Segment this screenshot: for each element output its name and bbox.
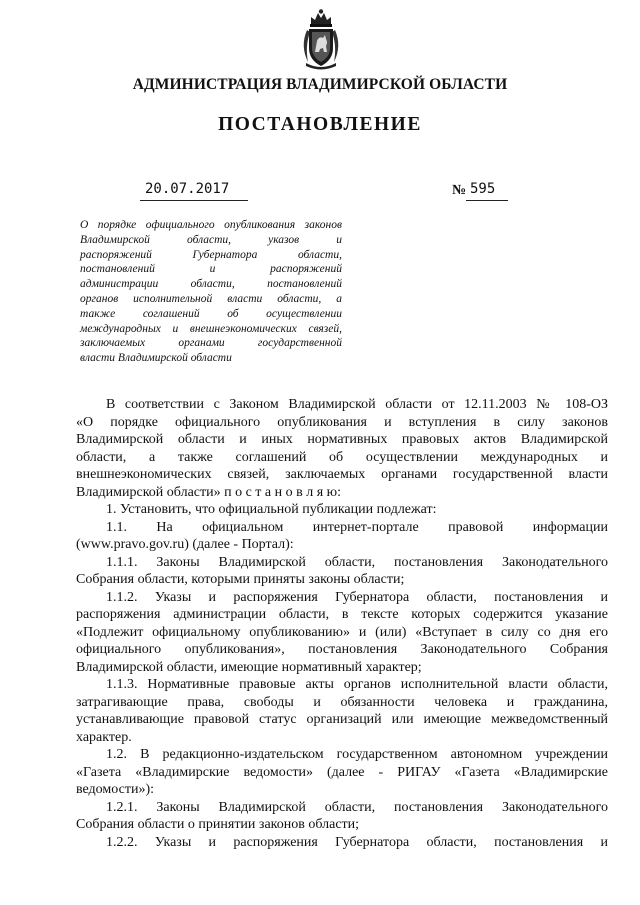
subject-line: органов исполнительной власти области, а (80, 292, 342, 305)
document-subject (80, 218, 342, 366)
subject-line: власти Владимирской области (80, 352, 232, 365)
subject-line: международных и внешнеэкономических связей, (80, 322, 342, 335)
body-line: 1.1.2. Указы и распоряжения Губернатора области, постановления и (106, 589, 608, 605)
coat-of-arms-icon (300, 8, 342, 70)
body-line: Собрания области о принятии законов области; (76, 817, 360, 832)
subject-line: Владимирской области, указов и (80, 233, 342, 246)
subject-line: постановлений и распоряжений (80, 263, 342, 276)
body-line: Владимирской области» п о с т а н о в л я ю: (76, 484, 342, 500)
body-line: 1. Установить, что официальной публикации подлежат: (106, 502, 437, 517)
body-line: Собрания области, которыми приняты законы области; (76, 572, 405, 587)
body-line: «Газета «Владимирские ведомости» (далее - РИГАУ «Газета «Владимирские (76, 764, 608, 780)
body-line: «О порядке официального опубликования и вступления в силу законов (76, 414, 608, 430)
body-line: 1.2. В редакционно-издательском государственном автономном учреждении (106, 747, 608, 762)
body-line: Владимирской области и иных нормативных правовых актов Владимирской (76, 432, 608, 447)
body-line: 1.1. На официальном интернет-портале правовой информации (106, 519, 608, 535)
body-line: «Подлежит официальному опубликованию» и (или) «Вступает в силу со дня его (76, 624, 608, 640)
body-line: ведомости»): (76, 782, 154, 797)
subject-line: заключаемых органами государственной (80, 337, 342, 350)
document-date: 20.07.2017 (145, 181, 230, 197)
document-number: 595 (470, 181, 496, 197)
body-line: Владимирской области, имеющие нормативный характер; (76, 659, 422, 675)
body-line: устанавливающие правовой статус организаций или имеющие межведомственный (76, 712, 608, 727)
organization-name: АДМИНИСТРАЦИЯ ВЛАДИМИРСКОЙ ОБЛАСТИ (132, 76, 508, 93)
document-type-title: ПОСТАНОВЛЕНИЕ (218, 114, 422, 135)
subject-line: О порядке официального опубликования законов (80, 219, 342, 231)
body-line: затрагивающие права, свободы и обязанности человека и гражданина, (76, 694, 608, 710)
document-body (76, 396, 608, 851)
body-line: 1.1.3. Нормативные правовые акты органов исполнительной власти области, (106, 677, 608, 692)
body-line: В соответствии с Законом Владимирской области от 12.11.2003 № 108-ОЗ (106, 397, 608, 412)
body-line: (www.pravo.gov.ru) (далее - Портал): (76, 537, 294, 552)
body-line: распоряжения администрации области, в тексте которых содержится указание (76, 607, 608, 622)
body-line: 1.2.1. Законы Владимирской области, постановления Законодательного (106, 799, 608, 815)
body-line: внешнеэкономических связей, заключаемых органами государственной власти (76, 467, 608, 482)
number-underline (466, 200, 508, 201)
body-line: 1.1.1. Законы Владимирской области, постановления Законодательного (106, 554, 608, 570)
body-line: области, а также соглашений об осуществлении международных и (76, 449, 608, 465)
subject-line: администрации области, постановлений (80, 278, 342, 291)
body-line: официального опубликования», постановления Законодательного Собрания (76, 642, 608, 657)
date-underline (140, 200, 248, 201)
subject-line: распоряжений Губернатора области, (80, 248, 342, 261)
subject-line: также соглашений об осуществлении (80, 307, 342, 320)
body-line: характер. (76, 729, 132, 745)
number-sign: № (452, 183, 467, 198)
body-line: 1.2.2. Указы и распоряжения Губернатора области, постановления и (106, 834, 608, 850)
